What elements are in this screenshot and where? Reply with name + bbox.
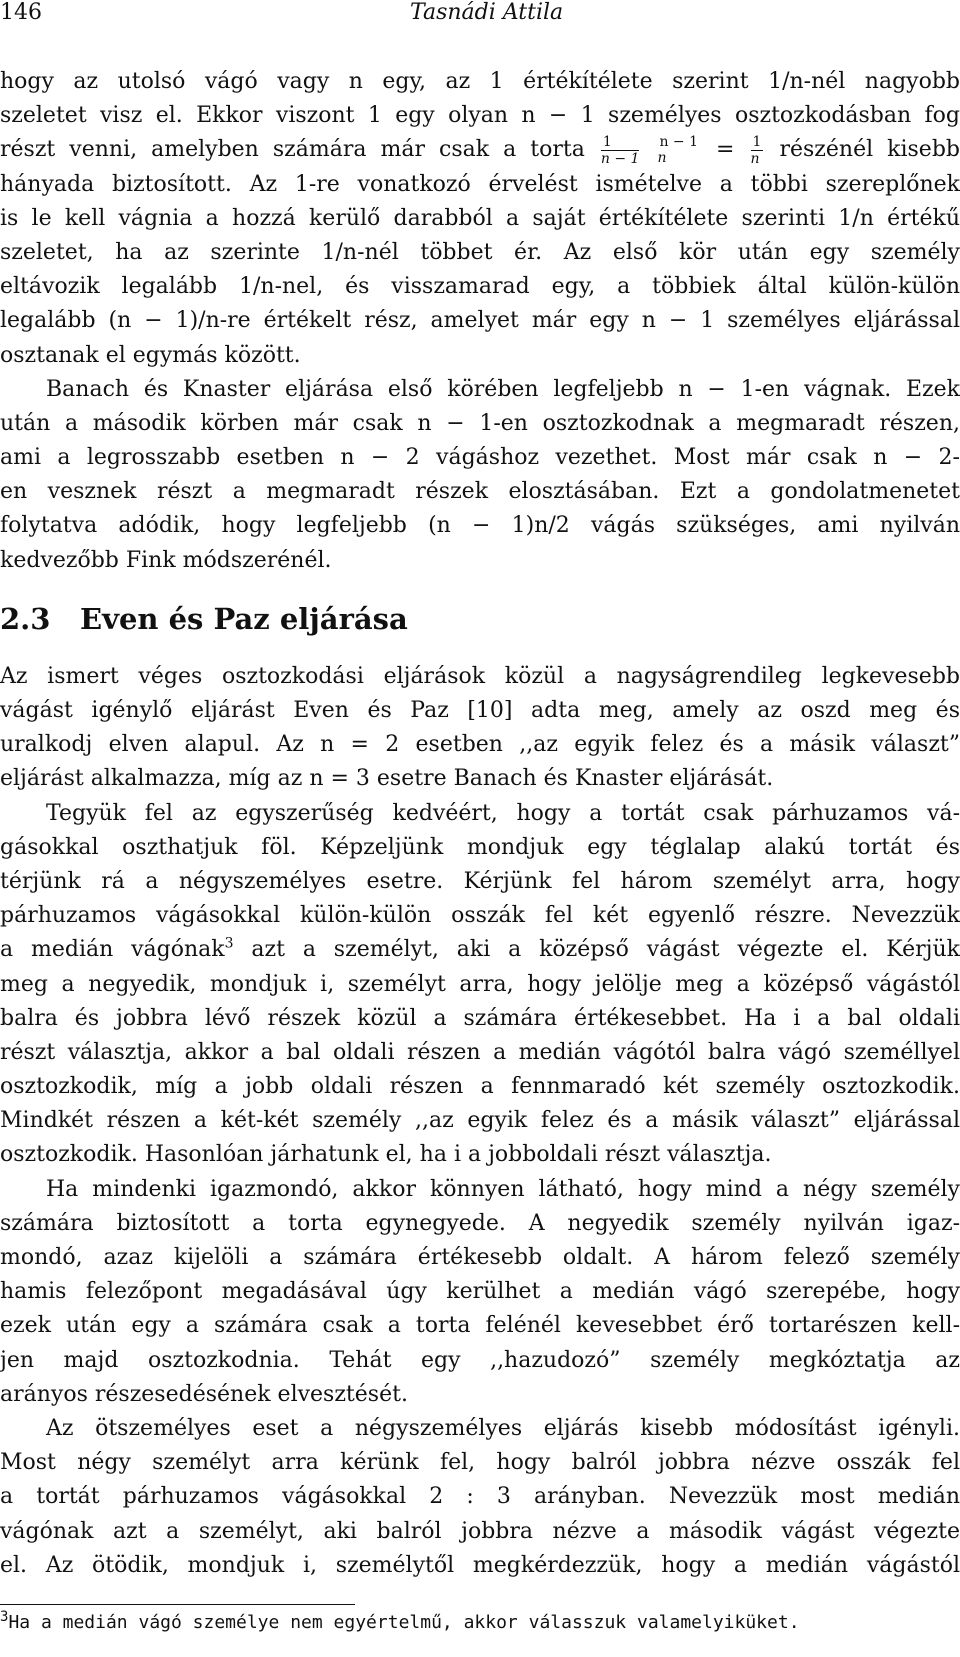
footnote — [0, 1609, 960, 1633]
text-line: vágónak azt a személyt, aki balról jobbra nézve a második vágást végezte — [0, 1518, 960, 1544]
paragraph — [0, 660, 960, 797]
fraction-denominator: n − 1 — [600, 150, 640, 167]
running-head: Tasnádi Attila — [410, 0, 564, 25]
paragraph — [0, 1412, 960, 1583]
text-line: mondó, azaz kijelöli a számára értékesebb oldalt. A három felező személy — [0, 1245, 960, 1270]
paragraph — [0, 373, 960, 578]
page-header — [0, 0, 960, 30]
text-line: a tortát párhuzamos vágásokkal 2 : 3 arányban. Nevezzük most medián — [0, 1484, 960, 1510]
footnote-divider — [0, 1604, 355, 1605]
text-line: ezek után egy a számára csak a torta felénél kevesebbet érő tortarészen kell- — [0, 1313, 960, 1339]
text-line: is le kell vágnia a hozzá kerülő darabból a saját értékítélete szerinti 1/n értékű — [0, 205, 960, 231]
text-line: meg a negyedik, mondjuk i, személyt arra, hogy jelölje meg a középső vágástól — [0, 971, 960, 997]
text-span: azt a személyt, aki a középső vágást végezte el. Kérjük — [233, 937, 960, 963]
section-heading — [0, 578, 960, 660]
text-line-with-footnote-marker — [0, 933, 960, 967]
text-line: Az ismert véges osztozkodási eljárások közül a nagyságrendileg legkevesebb — [0, 663, 960, 689]
text-line: ami a legrosszabb esetben n − 2 vágáshoz vezethet. Most már csak n − 2- — [0, 445, 960, 471]
text-line: osztozkodik, míg a jobb oldali részen a fennmaradó két személy osztozkodik. — [0, 1074, 960, 1100]
text-line: szeletet visz el. Ekkor viszont 1 egy olyan n − 1 személyes osztozkodásban fog — [0, 103, 960, 129]
fraction — [657, 135, 700, 165]
paragraph — [0, 797, 960, 1173]
fraction-denominator: n — [750, 150, 760, 167]
text-line: en vesznek részt a megmaradt részek elosztásában. Ezt a gondolatmenetet — [0, 479, 960, 505]
text-line: Tegyük fel az egyszerűség kedvéért, hogy a tortát csak párhuzamos vá- — [46, 800, 960, 826]
text-line: osztanak el egymás között. — [0, 342, 301, 368]
fraction — [751, 135, 764, 166]
paragraph — [0, 1173, 960, 1412]
text-span: részénél kisebb — [779, 137, 960, 163]
text-line: párhuzamos vágásokkal külön-külön osszák fel két egyenlő részre. Nevezzük — [0, 903, 960, 929]
text-line: el. Az ötödik, mondjuk i, személytől megkérdezzük, hogy a medián vágástól — [0, 1552, 960, 1578]
fraction-numerator: 1 — [601, 135, 640, 151]
section-title: Even és Paz eljárása — [80, 601, 408, 636]
text-line-with-fraction — [0, 133, 960, 167]
text-line: hamis felezőpont megadásával úgy kerülhet a medián vágó szerepébe, hogy — [0, 1279, 960, 1305]
text-span: részt venni, amelyben számára már csak a torta — [0, 137, 585, 163]
paragraph — [0, 65, 960, 373]
text-line: Az ötszemélyes eset a négyszemélyes eljárás kisebb módosítást igényli. — [46, 1415, 960, 1441]
text-line: Most négy személyt arra kérünk fel, hogy balról jobbra nézve osszák fel — [0, 1450, 960, 1476]
text-line: Ha mindenki igazmondó, akkor könnyen látható, hogy mind a négy személy — [46, 1176, 960, 1202]
footnote-marker: 3 — [0, 1609, 9, 1625]
text-span: a medián vágónak — [0, 937, 225, 963]
text-line: Mindkét részen a két-két személy ,,az egyik felez és a másik választ” eljárással — [0, 1108, 960, 1134]
text-line: eljárást alkalmazza, míg az n = 3 esetre Banach és Knaster eljárását. — [0, 766, 774, 792]
fraction-numerator: 1 — [752, 133, 762, 150]
text-line: részt választja, akkor a bal oldali részen a medián vágótól balra vágó személlyel — [0, 1039, 960, 1065]
text-line: jen majd osztozkodnia. Tehát egy ,,hazudozó” személy megkóztatja az — [0, 1347, 960, 1373]
text-line: balra és jobbra lévő részek közül a számára értékesebbet. Ha i a bal oldali — [0, 1005, 960, 1031]
fraction-numerator: n − 1 — [659, 134, 699, 151]
footnote-text: Ha a medián vágó személye nem egyértelmű, akkor válasszuk valamelyiküket. — [8, 1612, 800, 1633]
text-line: eltávozik legalább 1/n-nel, és visszamarad egy, a többiek által külön-külön — [0, 274, 960, 300]
body-text — [0, 65, 960, 1583]
text-line: legalább (n − 1)/n-re értékelt rész, amelyet már egy n − 1 személyes eljárással — [0, 308, 960, 334]
page-number: 146 — [0, 0, 42, 25]
text-line: vágást igénylő eljárást Even és Paz [10] adta meg, amely az oszd meg és — [0, 698, 960, 723]
text-line: hogy az utolsó vágó vagy n egy, az 1 értékítélete szerint 1/n-nél nagyobb — [0, 69, 960, 94]
text-line: kedvezőbb Fink módszerénél. — [0, 547, 332, 573]
text-line: Banach és Knaster eljárása első körében legfeljebb n − 1-en vágnak. Ezek — [46, 376, 960, 402]
text-line: arányos részesedésének elvesztését. — [0, 1381, 408, 1407]
fraction — [601, 135, 640, 166]
text-line: gásokkal oszthatjuk föl. Képzeljünk mondjuk egy téglalap alakú tortát és — [0, 834, 960, 860]
text-line: után a második körben már csak n − 1-en osztozkodnak a megmaradt részen, — [0, 410, 960, 436]
text-line: osztozkodik. Hasonlóan járhatunk el, ha i a jobboldali részt választja. — [0, 1142, 772, 1168]
text-line: uralkodj elven alapul. Az n = 2 esetben ,,az egyik felez és a másik választ” — [0, 732, 960, 758]
section-number: 2.3 — [0, 601, 51, 636]
equals-sign: = — [716, 137, 735, 163]
text-line: számára biztosított a torta egynegyede. A negyedik személy nyilván igaz- — [0, 1210, 960, 1236]
text-line: hányada biztosított. Az 1-re vonatkozó érvelést ismételve a többi szereplőnek — [0, 171, 960, 197]
text-line: szeletet, ha az szerinte 1/n-nél többet ér. Az első kör után egy személy — [0, 239, 960, 265]
fraction-denominator: n — [657, 150, 667, 167]
text-line: térjünk rá a négyszemélyes esetre. Kérjünk fel három személyt arra, hogy — [0, 868, 960, 894]
footnote-marker: 3 — [224, 935, 234, 952]
text-line: folytatva adódik, hogy legfeljebb (n − 1)n/2 vágás szükséges, ami nyilván — [0, 513, 960, 539]
